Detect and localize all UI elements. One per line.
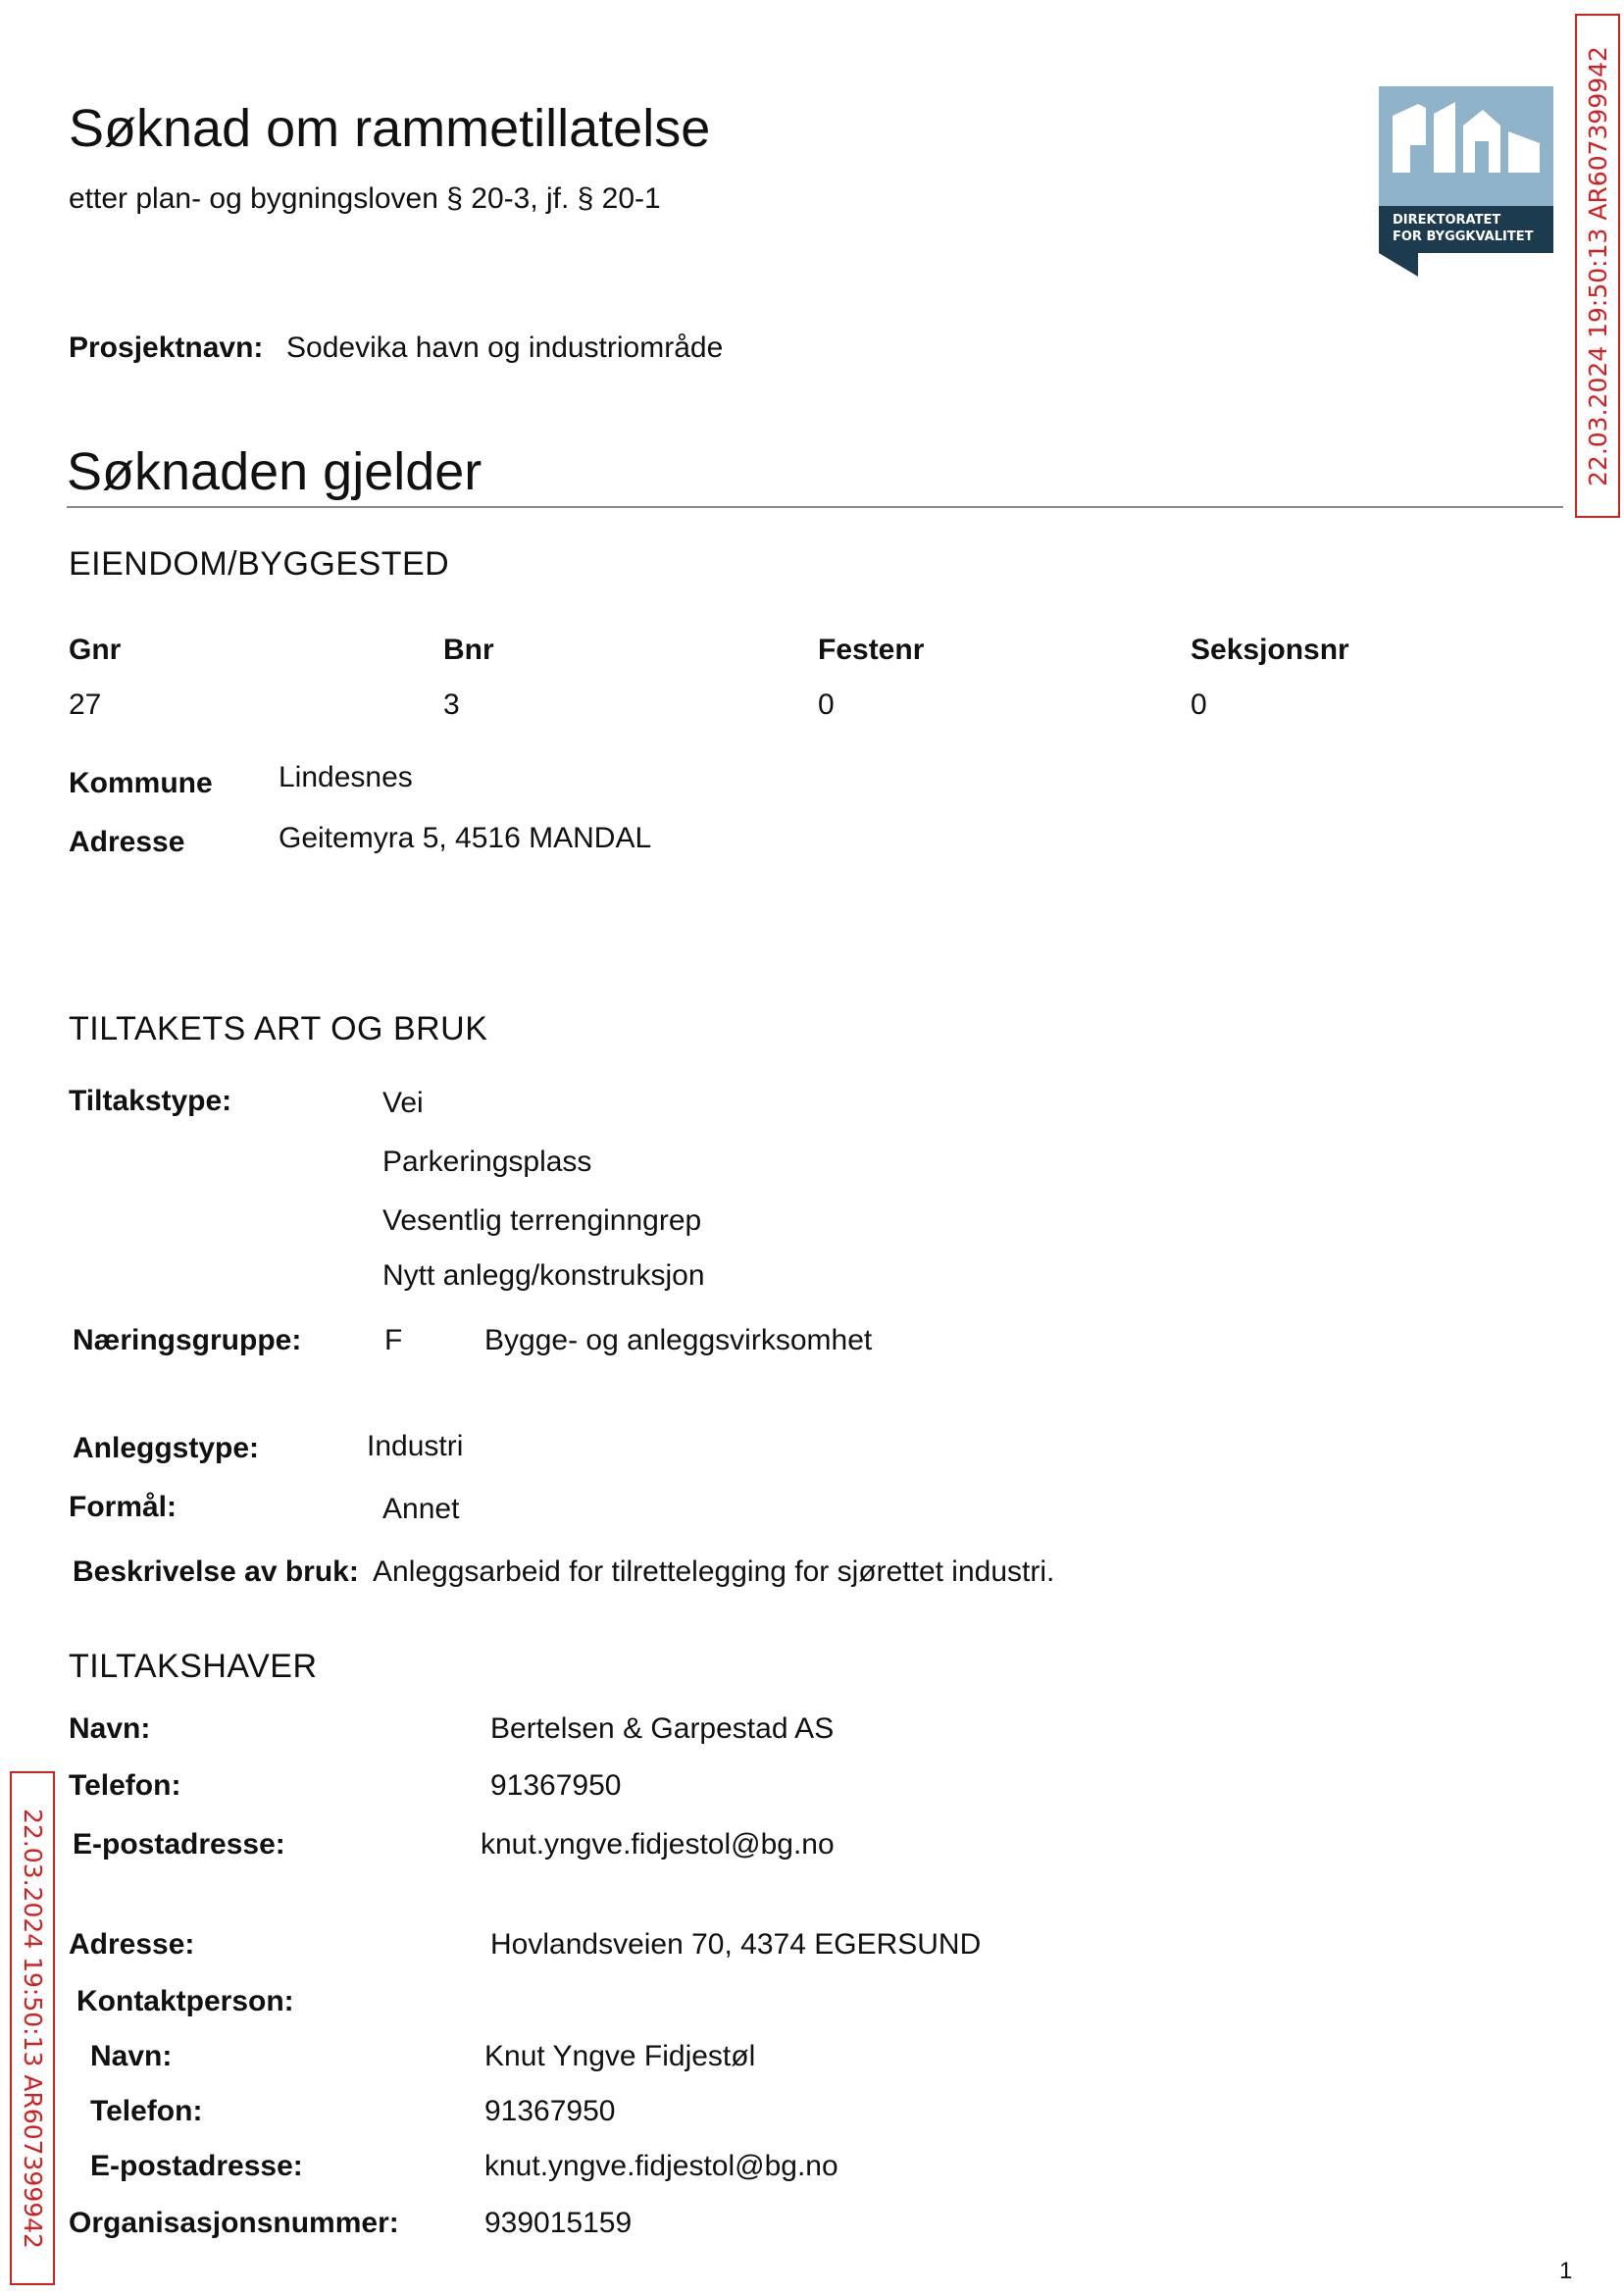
contact-phone-label: Telefon: <box>90 2095 203 2127</box>
owner-email-label: E-postadresse: <box>73 1828 285 1861</box>
dibk-logo-icon <box>1379 86 1553 277</box>
timestamp-stamp-text: 22.03.2024 19:50:13 AR607399942 <box>1583 45 1612 486</box>
owner-name-label: Navn: <box>69 1712 151 1745</box>
purpose-value: Annet <box>382 1493 460 1525</box>
measure-type-item: Vesentlig terrenginngrep <box>382 1204 702 1237</box>
project-name-value: Sodevika havn og industriområde <box>286 331 724 364</box>
purpose-label: Formål: <box>69 1491 178 1523</box>
measure-type-label: Tiltakstype: <box>69 1085 232 1117</box>
owner-name-value: Bertelsen & Garpestad AS <box>490 1712 835 1745</box>
property-heading: EIENDOM/BYGGESTED <box>69 545 450 583</box>
measure-heading: TILTAKETS ART OG BRUK <box>69 1010 488 1047</box>
facility-type-label: Anleggstype: <box>73 1432 260 1464</box>
owner-phone-label: Telefon: <box>69 1769 181 1802</box>
contact-person-label: Kontaktperson: <box>76 1985 294 2017</box>
timestamp-stamp-bottom <box>10 1771 55 2285</box>
document-subtitle: etter plan- og bygningsloven § 20-3, jf. § 20-1 <box>69 182 661 215</box>
use-description-label: Beskrivelse av bruk: <box>73 1555 359 1588</box>
facility-type-value: Industri <box>367 1430 464 1462</box>
contact-name-value: Knut Yngve Fidjestøl <box>484 2040 756 2072</box>
logo-line-1: DIREKTORATET <box>1393 213 1501 228</box>
owner-address-label: Adresse: <box>69 1928 195 1961</box>
page-number: 1 <box>1559 2258 1573 2284</box>
section-divider <box>67 506 1563 508</box>
measure-type-item: Parkeringsplass <box>382 1146 592 1178</box>
seksjonsnr-label: Seksjonsnr <box>1191 634 1349 666</box>
bnr-value: 3 <box>443 688 460 721</box>
contact-name-label: Navn: <box>90 2040 173 2072</box>
org-number-label: Organisasjonsnummer: <box>69 2207 399 2239</box>
owner-email-value: knut.yngve.fidjestol@bg.no <box>481 1828 835 1861</box>
document-title: Søknad om rammetillatelse <box>69 99 711 158</box>
address-value: Geitemyra 5, 4516 MANDAL <box>279 822 652 854</box>
festenr-label: Festenr <box>818 634 925 666</box>
contact-phone-value: 91367950 <box>484 2095 616 2127</box>
seksjonsnr-value: 0 <box>1191 688 1207 721</box>
industry-code: F <box>384 1324 403 1356</box>
project-name-label: Prosjektnavn: <box>69 331 264 364</box>
timestamp-stamp-text: 22.03.2024 19:50:13 AR607399942 <box>18 1808 47 2249</box>
gnr-value: 27 <box>69 688 102 721</box>
owner-heading: TILTAKSHAVER <box>69 1648 318 1685</box>
use-description-value: Anleggsarbeid for tilrettelegging for sjørettet industri. <box>373 1555 1055 1588</box>
gnr-label: Gnr <box>69 634 122 666</box>
municipality-value: Lindesnes <box>279 761 413 793</box>
contact-email-value: knut.yngve.fidjestol@bg.no <box>484 2150 838 2182</box>
contact-email-label: E-postadresse: <box>90 2150 303 2182</box>
section-heading-applies: Søknaden gjelder <box>67 442 482 501</box>
owner-phone-value: 91367950 <box>490 1769 622 1802</box>
logo-line-2: FOR BYGGKVALITET <box>1393 229 1534 244</box>
org-number-value: 939015159 <box>484 2207 633 2239</box>
municipality-label: Kommune <box>69 767 213 799</box>
festenr-value: 0 <box>818 688 835 721</box>
address-label: Adresse <box>69 826 185 858</box>
measure-type-item: Vei <box>382 1087 424 1119</box>
bnr-label: Bnr <box>443 634 494 666</box>
industry-label: Næringsgruppe: <box>73 1324 302 1356</box>
industry-value: Bygge- og anleggsvirksomhet <box>484 1324 873 1356</box>
timestamp-stamp-top <box>1575 14 1620 518</box>
owner-address-value: Hovlandsveien 70, 4374 EGERSUND <box>490 1928 982 1961</box>
measure-type-item: Nytt anlegg/konstruksjon <box>382 1259 705 1292</box>
